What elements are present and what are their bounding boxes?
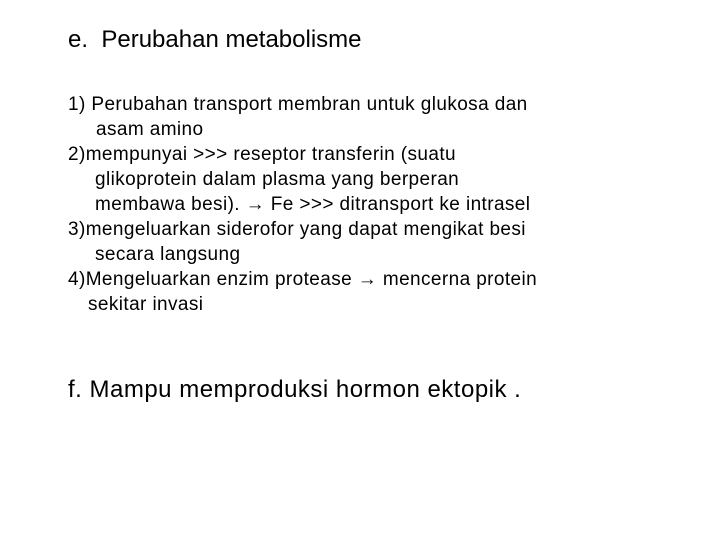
list-item-4-line-2: sekitar invasi (88, 294, 204, 315)
list-item-3-line-2: secara langsung (95, 244, 241, 265)
list-item-1 (68, 92, 537, 142)
list-item-4 (68, 267, 537, 317)
list-item-3 (68, 217, 537, 267)
list-item-3-line-1: 3)mengeluarkan siderofor yang dapat mengikat besi (68, 219, 526, 240)
section-f-heading: f. Mampu memproduksi hormon ektopik . (68, 376, 522, 403)
list-item-2 (68, 142, 537, 217)
list-item-2-line-1: 2)mempunyai >>> reseptor transferin (suatu (68, 144, 457, 165)
list-item-2-line-2: glikoprotein dalam plasma yang berperan (95, 169, 460, 190)
list-item-1-line-1: 1) Perubahan transport membran untuk glukosa dan (68, 94, 528, 115)
list-item-4-line-1: 4)Mengeluarkan enzim protease → mencerna protein (68, 269, 538, 290)
section-e-heading: e. Perubahan metabolisme (68, 26, 362, 53)
metabolism-change-list (68, 92, 537, 317)
list-item-1-line-2: asam amino (96, 119, 204, 140)
list-item-2-line-3: membawa besi). → Fe >>> ditransport ke intrasel (95, 194, 531, 215)
